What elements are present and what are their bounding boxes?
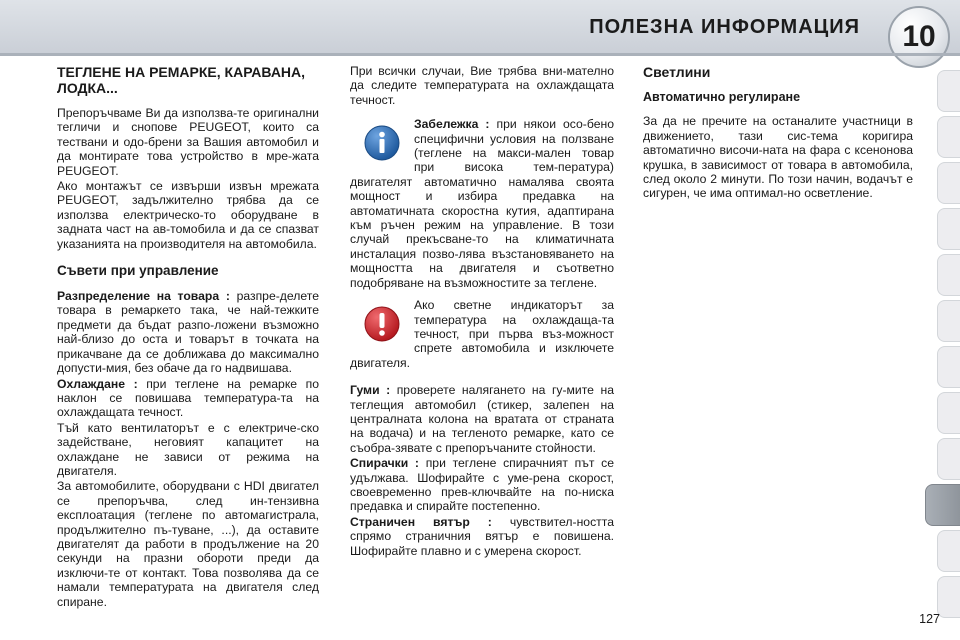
chapter-tab[interactable] [937,392,960,434]
column-towing-continued [350,64,614,559]
page-header [0,0,960,56]
lights-paragraph: За да не пречите на останалите участници в движението, тази сис-тема коригира автоматично височи-ната на фара с ксенонова крушка, в зависимост от товара в автомобила, след около 2 минути. По този начин, водачът е сигурен, че има оптимал-но осветление. [643,114,913,201]
driving-advice-heading: Съвети при управление [57,263,219,279]
chapter-tab-active[interactable] [925,484,960,526]
lights-heading: Светлини [643,64,711,80]
tyres-label: Гуми : [350,383,391,398]
column-towing [57,64,319,610]
chapter-tab[interactable] [937,116,960,158]
column-lights [643,64,913,202]
note-text: при някои осо-бено специфични условия на ползване (теглене на макси-мален товар при висока тем-пература) двигателят автоматично намалява своята мощност и избира предавка на автоматичната скоростна кутия, адаптирана към ръчен режим на управление. В този случай прекъсване-то на климатичната инсталация позво-лява възстановяването на мощността на двигателя и съответно подобряване на възможностите за теглене. [350,117,614,290]
chapter-tab[interactable] [937,530,960,572]
towing-paragraph: Ако монтажът се извърши извън мрежата PEUGEOT, задължително трябва да се използва електрическо-то оборудване в задната част на ав-томобила и да се спазват указанията на производителя на автомобила. [57,179,319,251]
towing-paragraph: Препоръчваме Ви да използва-те оригинални тегличи и снопове PEUGEOT, които са тествани и одо-брени за Вашия автомобил и да монтирате това устройство в мре-жата PEUGEOT. [57,106,319,178]
cooling-paragraph [57,377,319,420]
warning-icon [364,306,400,342]
chapter-tab[interactable] [937,438,960,480]
chapter-tab[interactable] [937,300,960,342]
brakes-text: при теглене спирачният път се удължава. Шофирайте с уме-рена скорост, своевременно прев-ключвайте на по-ниска предавка и спирайте постепенно. [350,456,614,514]
chapter-tab-strip [938,70,960,630]
info-icon [364,125,400,161]
towing-heading: ТЕГЛЕНЕ НА РЕМАРКЕ, КАРАВАНА, ЛОДКА... [57,64,306,96]
chapter-tab[interactable] [937,254,960,296]
chapter-tab[interactable] [937,162,960,204]
brakes-paragraph [350,456,614,514]
warning-paragraph: Ако светне индикаторът за температура на охлаждаща-та течност, при първа въз-можност спрете автомобила и изключете двигателя. [350,298,614,370]
cooling-label: Охлаждане : [57,376,138,391]
page-number: 127 [919,612,940,626]
wind-paragraph [350,515,614,558]
note-label: Забележка : [414,117,490,132]
tyres-text: проверете налягането на гу-мите на теглещия автомобил (стикер, залепен на централната колона на вратата от страната на водача) и на тегленото ремарке, като се съобра-зявате с препоръчаните стойности. [350,383,615,455]
load-text: разпре-делете товара в ремаркето така, че най-тежките предмети да бъдат разпо-ложени възможно най-близо до оста и товарът в точката на прикачване да се доближава до максимално допусти-мия, без обаче да го надвишава. [57,289,319,376]
tyres-paragraph [350,383,614,455]
warning-block [350,298,614,370]
chapter-number-badge: 10 [888,6,950,68]
auto-adjust-heading: Автоматично регулиране [643,90,801,104]
wind-label: Страничен вятър : [350,514,492,529]
brakes-label: Спирачки : [350,456,419,471]
fan-paragraph: Тъй като вентилаторът е с електриче-ско задействане, неговият капацитет на охлаждане не зависи от режима на двигателя. [57,420,319,478]
load-label: Разпределение на товара : [57,289,230,304]
chapter-tab[interactable] [937,576,960,618]
wind-text: чувствител-ността спрямо страничния вятър е повишена. Шофирайте плавно и с умерена скорост. [350,514,614,558]
chapter-tab[interactable] [937,346,960,388]
section-title: ПОЛЕЗНА ИНФОРМАЦИЯ [589,16,860,38]
note-block [350,117,614,290]
hdi-paragraph: За автомобилите, оборудвани с HDI двигател се препоръчва, след ин-тензивна експлоатация (теглене по автомагистрала, продължително пъ-туване, ...), да оставите двигателят да работи в продължение на 20 секунди на празни обороти преди да изключи-те от контакт. Това позволява да се намали температурата на двигателя след спиране. [57,479,319,609]
chapter-tab[interactable] [937,70,960,112]
cooling-text: при теглене на ремарке по наклон се повишава температура-та на охлаждащата течност. [57,376,319,420]
intro-paragraph: При всички случаи, Вие трябва вни-мателно да следите температурата на охлаждащата течност. [350,64,614,107]
chapter-tab[interactable] [937,208,960,250]
load-paragraph [57,289,319,375]
